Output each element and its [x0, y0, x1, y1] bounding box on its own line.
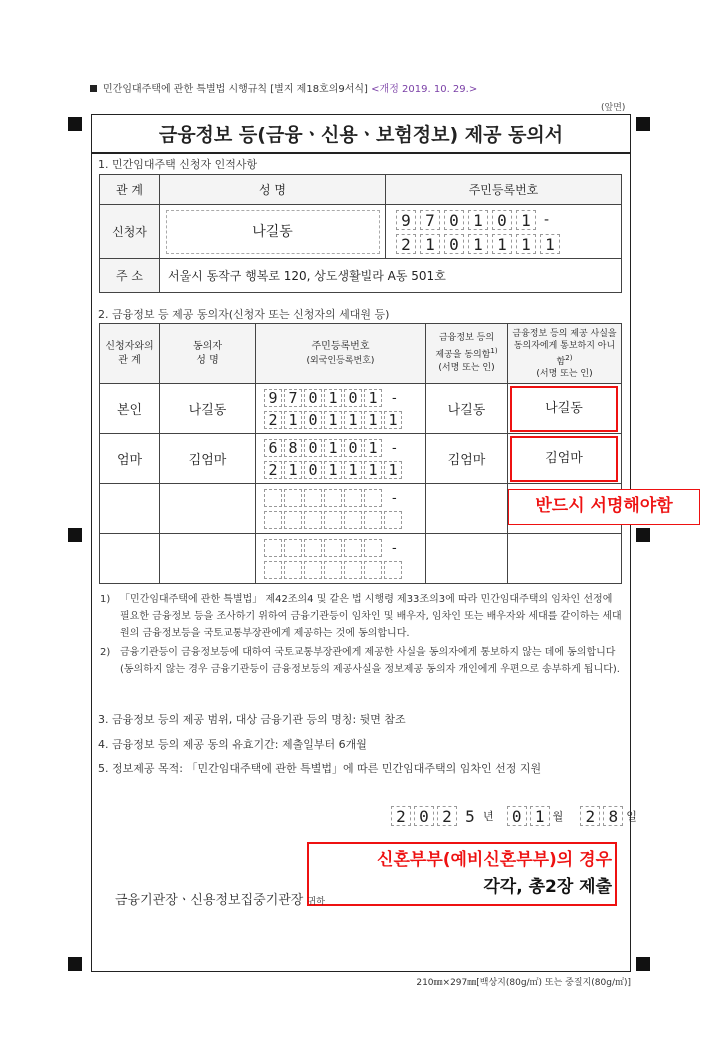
registration-mark-icon [636, 528, 650, 542]
row-relation: 엄마 [100, 434, 160, 484]
rrn-digit-empty [364, 511, 382, 529]
rrn-digit: 1 [384, 461, 402, 479]
rrn-digit: 9 [264, 389, 282, 407]
rrn-dash: - [392, 440, 397, 456]
submission-date[interactable] [391, 806, 637, 826]
rrn-digit: 7 [284, 389, 302, 407]
revision-date: <개정 2019. 10. 29.> [371, 84, 478, 95]
rrn-digit: 0 [492, 210, 512, 230]
date-digit: 0 [507, 806, 527, 826]
rrn-digit-empty [284, 511, 302, 529]
rrn-digit-empty [304, 489, 322, 507]
rrn-digit-empty [284, 539, 302, 557]
rrn-dash: - [544, 212, 550, 228]
row-rrn-front[interactable] [264, 439, 397, 457]
col-rrn-header [256, 324, 426, 384]
applicant-rrn-back[interactable] [396, 234, 560, 254]
rrn-digit: 2 [396, 234, 416, 254]
rrn-digit: 0 [444, 210, 464, 230]
month-unit: 월 [552, 810, 564, 823]
rrn-digit-empty [284, 489, 302, 507]
col-relation-header: 관 계 [100, 175, 160, 205]
rrn-digit: 0 [304, 439, 322, 457]
row-rrn-cell [256, 434, 426, 484]
col-notify-subtitle: (서명 또는 인) [536, 368, 593, 379]
address-label: 주 소 [100, 259, 160, 293]
row-rrn-back[interactable] [264, 411, 402, 429]
footnote-number: 2) [100, 647, 111, 658]
rrn-digit: 1 [284, 411, 302, 429]
col-consent-subtitle: (서명 또는 인) [438, 363, 495, 373]
col-rrn-subtitle: (외국인등록번호) [306, 355, 375, 366]
rrn-digit-empty [344, 489, 362, 507]
rrn-digit: 1 [364, 439, 382, 457]
rrn-digit: 1 [540, 234, 560, 254]
row-notify-cell [508, 384, 622, 434]
rrn-digit: 1 [468, 210, 488, 230]
registration-mark-icon [68, 528, 82, 542]
date-digit: 2 [437, 806, 457, 826]
date-digit: 0 [414, 806, 434, 826]
row-consenter-name-empty[interactable] [160, 484, 256, 534]
row-rrn-cell-empty [256, 484, 426, 534]
form-title: 금융정보 등(금융ㆍ신용ㆍ보험정보) 제공 동의서 [91, 116, 631, 154]
rrn-digit: 1 [284, 461, 302, 479]
date-digit: 5 [460, 806, 480, 826]
rrn-digit: 1 [420, 234, 440, 254]
row-rrn-front[interactable] [264, 389, 397, 407]
rrn-digit: 1 [344, 411, 362, 429]
addressee-suffix: 귀하 [307, 897, 325, 907]
couple-annotation-line2: 각각, 총2장 제출 [483, 877, 612, 897]
footnote-2 [100, 644, 625, 678]
rrn-digit-empty [304, 511, 322, 529]
date-digit: 2 [580, 806, 600, 826]
col-consent-header [426, 324, 508, 384]
row-notify-sign[interactable]: 김엄마 [510, 436, 618, 482]
rrn-digit: 2 [264, 461, 282, 479]
rrn-digit-empty [384, 561, 402, 579]
rrn-digit: 1 [468, 234, 488, 254]
rrn-digit: 1 [516, 210, 536, 230]
col-notify-header [508, 324, 622, 384]
rrn-digit: 0 [344, 389, 362, 407]
col-consent-title: 금융정보 등의 제공을 동의함 [435, 333, 495, 360]
row-rrn-cell [256, 384, 426, 434]
row-relation-empty[interactable] [100, 534, 160, 584]
col-relation-header: 신청자와의 관 계 [100, 324, 160, 384]
row-rrn-back[interactable] [264, 461, 402, 479]
couple-annotation-line1: 신혼부부(예비신혼부부)의 경우 [377, 850, 612, 870]
footnote-number: 1) [100, 594, 111, 605]
applicant-name[interactable]: 나길동 [166, 210, 380, 254]
paper-spec-footer: 210㎜×297㎜[백상지(80g/㎡) 또는 중질지(80g/㎡)] [416, 978, 631, 988]
rrn-dash: - [392, 390, 397, 406]
rrn-digit-empty [304, 539, 322, 557]
addressee-name: 금융기관장ㆍ신용정보집중기관장 [115, 893, 304, 908]
rrn-digit-empty [344, 561, 362, 579]
footnote-1 [100, 591, 625, 642]
applicant-row-label: 신청자 [100, 205, 160, 259]
addressee [115, 889, 325, 908]
registration-mark-icon [68, 117, 82, 131]
col-consenter-name-header: 동의자 성 명 [160, 324, 256, 384]
rrn-digit-empty [324, 561, 342, 579]
rrn-dash: - [392, 490, 397, 506]
rrn-digit: 1 [324, 439, 342, 457]
form-reference [90, 80, 477, 95]
item-3: 3. 금융정보 등의 제공 범위, 대상 금융기관 등의 명칭: 뒷면 참조 [98, 713, 406, 726]
rrn-digit: 0 [304, 461, 322, 479]
date-digit: 1 [530, 806, 550, 826]
year-unit: 년 [483, 810, 494, 823]
rrn-digit: 1 [364, 411, 382, 429]
rrn-digit-empty [364, 539, 382, 557]
rrn-digit-empty [264, 511, 282, 529]
applicant-rrn-front[interactable] [396, 210, 549, 230]
footnote-text: 「민간임대주택에 관한 특별법」 제42조의4 및 같은 법 시행령 제33조의3에 따라 민간임대주택의 임차인 선정에 필요한 금융정보 등을 조사하기 위하여 금융기관등이 임차인 및 배우자, 임차인 또는 배우자와 세대를 같이하는 세대원의 금융정보등을 국토교통부장관에게 제공하는 것에 동의합니다. [120, 594, 622, 639]
rrn-digit: 1 [324, 411, 342, 429]
section1-heading: 1. 민간임대주택 신청자 인적사항 [98, 158, 258, 171]
row-consenter-name[interactable]: 나길동 [160, 384, 256, 434]
row-rrn-back-empty[interactable] [264, 561, 402, 579]
row-consent-sign-empty[interactable] [426, 534, 508, 584]
rrn-digit: 0 [304, 389, 322, 407]
rrn-digit-empty [344, 511, 362, 529]
row-relation: 본인 [100, 384, 160, 434]
rrn-digit-empty [324, 539, 342, 557]
rrn-digit: 0 [344, 439, 362, 457]
square-bullet-icon [90, 85, 97, 92]
date-digit: 8 [603, 806, 623, 826]
address-value[interactable]: 서울시 동작구 행복로 120, 상도생활빌라 A동 501호 [160, 259, 622, 293]
rrn-digit: 1 [324, 389, 342, 407]
date-digit: 2 [391, 806, 411, 826]
rrn-digit: 1 [324, 461, 342, 479]
form-ref-text: 민간임대주택에 관한 특별법 시행규칙 [별지 제18호의9서식] [103, 84, 368, 95]
rrn-digit: 0 [304, 411, 322, 429]
rrn-digit-empty [384, 511, 402, 529]
rrn-digit-empty [264, 539, 282, 557]
rrn-digit: 1 [384, 411, 402, 429]
rrn-digit: 0 [444, 234, 464, 254]
row-notify-sign[interactable]: 나길동 [510, 386, 618, 432]
footnote-ref: 1) [490, 347, 498, 355]
rrn-digit-empty [344, 539, 362, 557]
rrn-digit: 9 [396, 210, 416, 230]
rrn-digit: 2 [264, 411, 282, 429]
row-rrn-front-empty[interactable] [264, 539, 397, 557]
col-rrn-header: 주민등록번호 [386, 175, 622, 205]
row-rrn-front-empty[interactable] [264, 489, 397, 507]
rrn-digit: 1 [364, 389, 382, 407]
footnote-ref: 2) [565, 353, 573, 362]
sign-required-annotation: 반드시 서명해야함 [508, 489, 700, 525]
item-5: 5. 정보제공 목적: 「민간임대주택에 관한 특별법」에 따른 민간임대주택의 임차인 선정 지원 [98, 762, 542, 775]
row-rrn-back-empty[interactable] [264, 511, 402, 529]
rrn-digit: 1 [492, 234, 512, 254]
col-notify-title: 금융정보 등의 제공 사실을 동의자에게 통보하지 아니함 [512, 328, 617, 367]
col-rrn-title: 주민등록번호 [311, 340, 370, 352]
rrn-digit-empty [264, 561, 282, 579]
rrn-digit: 8 [284, 439, 302, 457]
row-notify-cell-empty[interactable] [508, 534, 622, 584]
rrn-digit-empty [304, 561, 322, 579]
rrn-digit-empty [364, 489, 382, 507]
applicant-table [99, 174, 622, 293]
rrn-digit: 1 [344, 461, 362, 479]
rrn-dash: - [392, 540, 397, 556]
row-consent-sign[interactable]: 나길동 [426, 384, 508, 434]
row-rrn-cell-empty [256, 534, 426, 584]
row-consenter-name[interactable]: 김엄마 [160, 434, 256, 484]
applicant-name-cell [160, 205, 386, 259]
item-4: 4. 금융정보 등의 제공 동의 유효기간: 제출일부터 6개월 [98, 738, 367, 751]
page-side-label: (앞면) [601, 103, 626, 113]
rrn-digit: 7 [420, 210, 440, 230]
registration-mark-icon [636, 957, 650, 971]
registration-mark-icon [68, 957, 82, 971]
row-consenter-name-empty[interactable] [160, 534, 256, 584]
row-notify-cell [508, 434, 622, 484]
applicant-rrn-cell [386, 205, 622, 259]
row-consent-sign-empty[interactable] [426, 484, 508, 534]
footnote-text: 금융기관등이 금융정보등에 대하여 국토교통부장관에게 제공한 사실을 동의자에게 통보하지 않는 데에 동의합니다(동의하지 않는 경우 금융기관등이 금융정보등의 제공사실을 정보제공 동의자 개인에게 우편으로 송부하게 됩니다). [120, 647, 620, 675]
day-unit: 일 [626, 810, 637, 823]
rrn-digit: 1 [516, 234, 536, 254]
rrn-digit-empty [324, 511, 342, 529]
rrn-digit-empty [284, 561, 302, 579]
row-relation-empty[interactable] [100, 484, 160, 534]
rrn-digit-empty [364, 561, 382, 579]
rrn-digit: 1 [364, 461, 382, 479]
rrn-digit: 6 [264, 439, 282, 457]
rrn-digit-empty [264, 489, 282, 507]
rrn-digit-empty [324, 489, 342, 507]
section2-heading: 2. 금융정보 등 제공 동의자(신청자 또는 신청자의 세대원 등) [98, 308, 390, 321]
col-name-header: 성 명 [160, 175, 386, 205]
consenter-table [99, 323, 622, 584]
row-consent-sign[interactable]: 김엄마 [426, 434, 508, 484]
registration-mark-icon [636, 117, 650, 131]
